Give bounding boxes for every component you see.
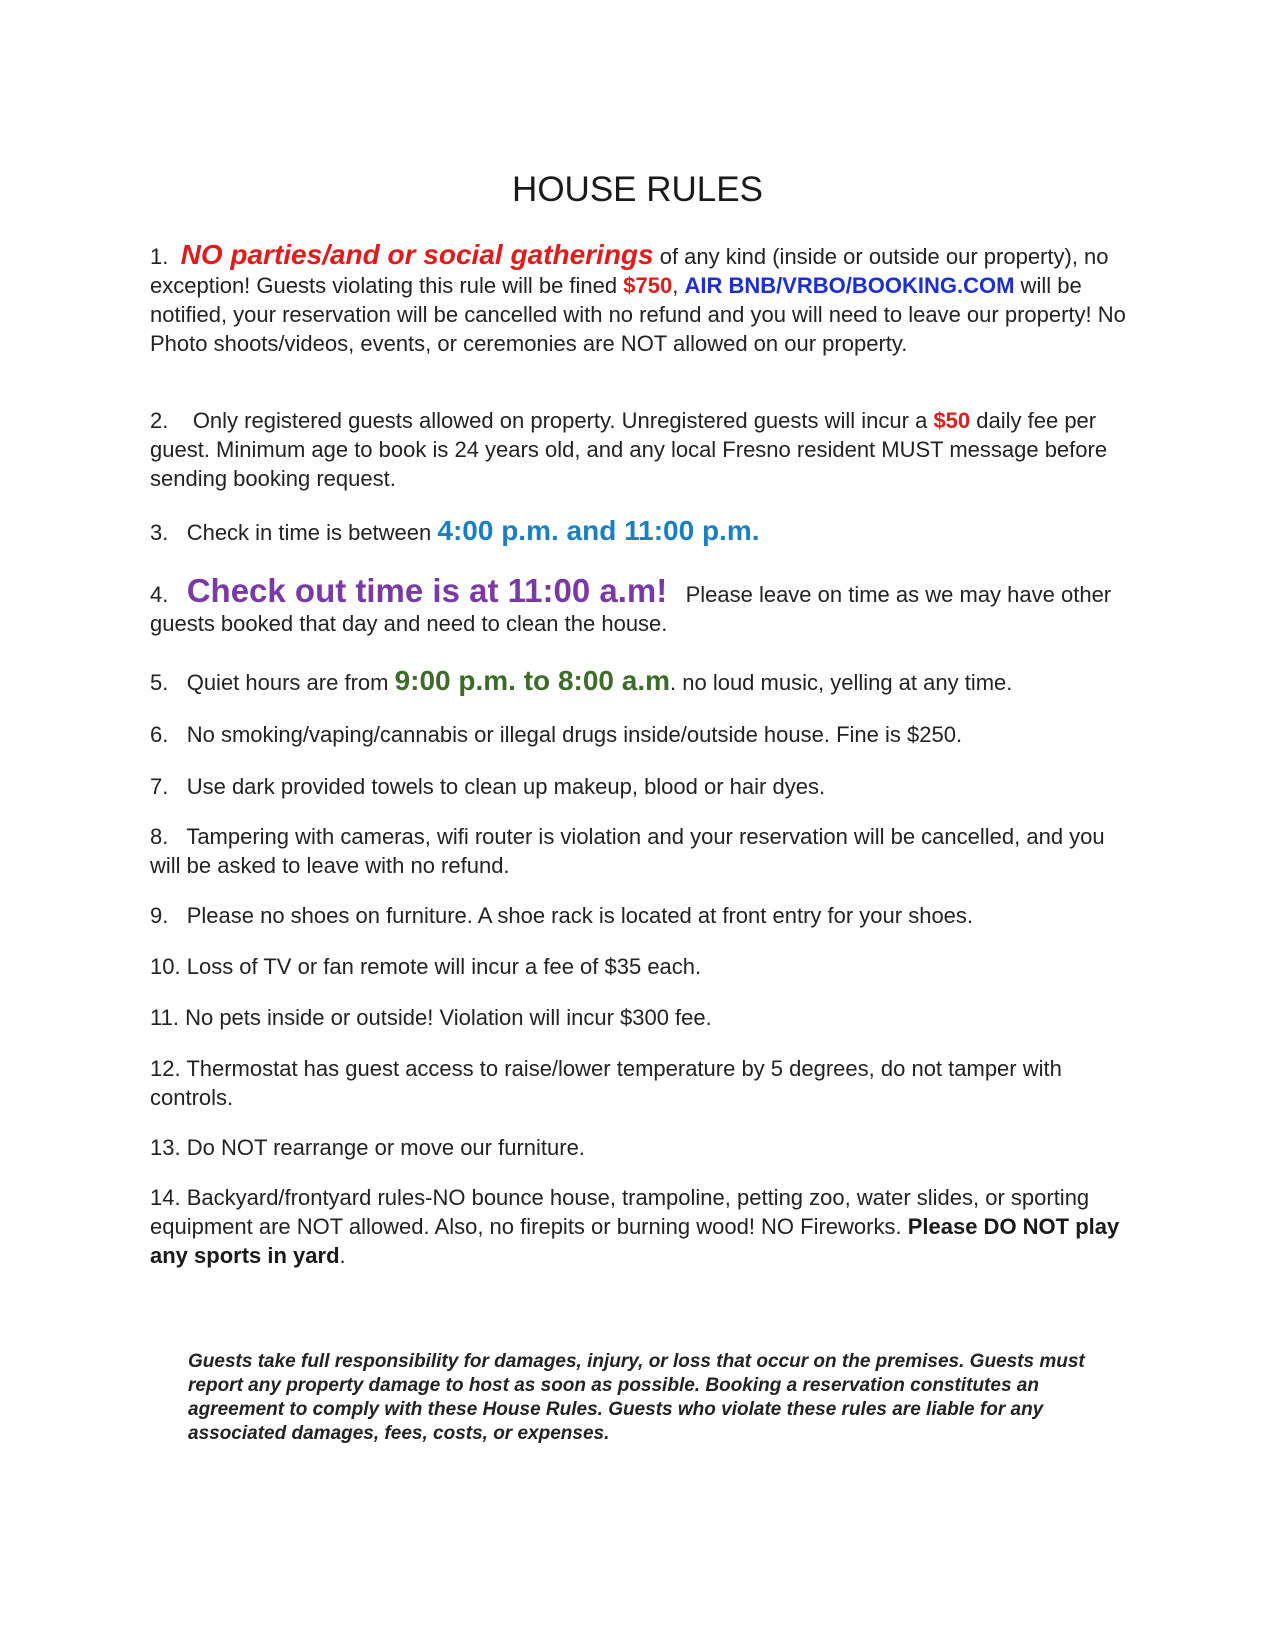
rule-text: of any kind (inside or outside our property), no exception! Guests violating this rule will be fined [150, 244, 1109, 298]
checkin-time: 4:00 p.m. and 11:00 p.m. [437, 515, 760, 546]
checkout-time: Check out time is at 11:00 a.m! [186, 572, 668, 609]
rule-text: Backyard/frontyard rules-NO bounce house, trampoline, petting zoo, water slides, or sporting equipment are NOT allowed. Also, no firepits or burning wood! NO Fireworks. [150, 1185, 1090, 1239]
rule-text: daily fee per guest. Minimum age to book is 24 years old, and any local Fresno resident MUST message before sending booking request. [150, 408, 1108, 491]
rule-number: 11. [150, 1005, 179, 1030]
rule-number: 3. [150, 520, 169, 545]
rule-3 [150, 516, 1130, 547]
rule-number: 4. [150, 582, 169, 607]
sports-emphasis: Please DO NOT play any sports in yard [150, 1214, 1120, 1268]
rule-text: Please no shoes on furniture. A shoe rack is located at front entry for your shoes. [186, 903, 974, 928]
rule-5 [150, 666, 1130, 697]
rule-text: Tampering with cameras, wifi router is violation and your reservation will be cancelled, and you will be asked to leave with no refund. [150, 824, 1105, 878]
rule-highlight: NO parties/and or social gatherings [180, 239, 654, 270]
rule-text: . [339, 1243, 346, 1268]
rule-text: Please leave on time as we may have other guests booked that day and need to clean the house. [150, 582, 1112, 636]
rule-number: 13. [150, 1135, 181, 1160]
rule-number: 14. [150, 1185, 181, 1210]
rule-number: 1. [150, 244, 169, 269]
rule-14 [150, 1183, 1130, 1270]
rule-10 [150, 952, 1130, 981]
rule-number: 10. [150, 954, 181, 979]
rule-text: No smoking/vaping/cannabis or illegal drugs inside/outside house. Fine is $250. [186, 722, 963, 747]
rule-11 [150, 1003, 1130, 1032]
rule-2 [150, 406, 1130, 493]
rule-12 [150, 1054, 1130, 1112]
rule-text: will be notified, your reservation will be cancelled with no refund and you will need to leave our property! No Photo shoots/videos, events, or ceremonies are NOT allowed on our property. [150, 273, 1126, 356]
rule-text: Do NOT rearrange or move our furniture. [186, 1135, 585, 1160]
rule-text: Quiet hours are from [186, 670, 395, 695]
rule-text: Loss of TV or fan remote will incur a fee of $35 each. [186, 954, 702, 979]
rule-8 [150, 822, 1130, 880]
rule-text: Check in time is between [186, 520, 438, 545]
fine-amount: $750 [623, 273, 673, 298]
liability-disclaimer: Guests take full responsibility for damages, injury, or loss that occur on the premises. Guests must report any property damage to host as soon as possible. Booking a reservation constitutes an agreement to comply with these House Rules. Guests who violate these rules are liable for any associated damages, fees, costs, or expenses. [188, 1351, 1085, 1444]
rule-number: 2. [150, 408, 169, 433]
booking-platforms: AIR BNB/VRBO/BOOKING.COM [684, 273, 1015, 298]
rule-13 [150, 1133, 1130, 1162]
rule-6 [150, 720, 1130, 749]
rule-number: 12. [150, 1056, 181, 1081]
rule-7 [150, 772, 1130, 801]
rule-number: 7. [150, 774, 169, 799]
rule-number: 6. [150, 722, 169, 747]
rule-number: 8. [150, 824, 169, 849]
rule-4 [150, 572, 1130, 638]
rule-1 [150, 240, 1130, 358]
rule-number: 9. [150, 903, 169, 928]
rule-text: No pets inside or outside! Violation will incur $300 fee. [185, 1005, 712, 1030]
rule-text: , [672, 273, 685, 298]
rule-text: . no loud music, yelling at any time. [670, 670, 1013, 695]
rule-text: Only registered guests allowed on property. Unregistered guests will incur a [192, 408, 934, 433]
rule-number: 5. [150, 670, 169, 695]
fee-amount: $50 [933, 408, 971, 433]
rule-text: Use dark provided towels to clean up makeup, blood or hair dyes. [186, 774, 826, 799]
quiet-hours: 9:00 p.m. to 8:00 a.m [394, 665, 671, 696]
rule-9 [150, 901, 1130, 930]
page-title: HOUSE RULES [512, 170, 763, 209]
rule-text: Thermostat has guest access to raise/lower temperature by 5 degrees, do not tamper with controls. [150, 1056, 1062, 1110]
